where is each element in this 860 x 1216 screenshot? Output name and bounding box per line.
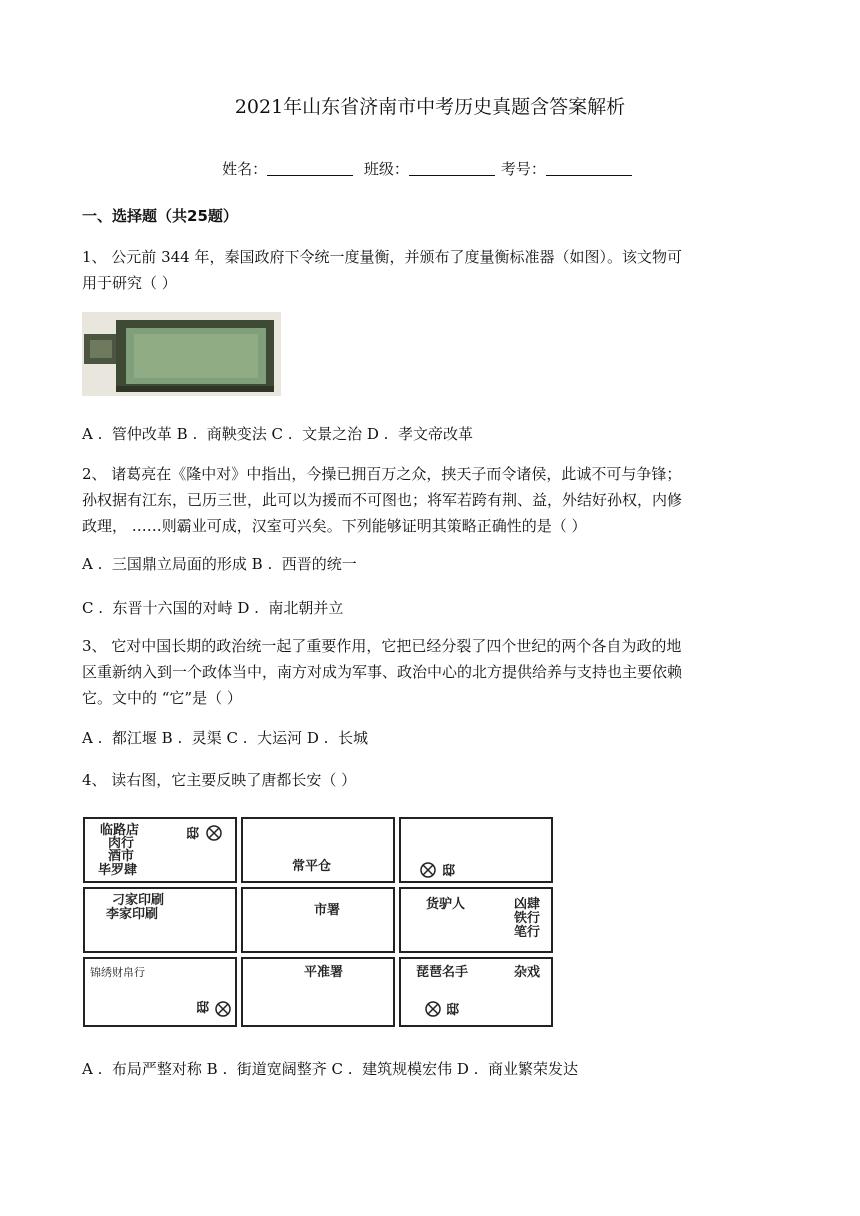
plan-label: 笔行: [514, 925, 541, 940]
plan-label: 凶肆: [514, 897, 541, 912]
inn-symbol-icon: [426, 1002, 440, 1016]
inn-symbol-icon: [207, 826, 221, 840]
plan-label: 酒市: [108, 849, 135, 864]
exam-number-label: 考号：: [500, 160, 546, 178]
plan-label: 货驴人: [426, 897, 466, 912]
question-2-line: 政理， ……则霸业可成，汉室可兴矣。下列能够证明其策略正确性的是（ ）: [82, 517, 587, 535]
plan-label: 邸: [186, 827, 200, 842]
student-info-line: [0, 158, 860, 179]
question-2-line: 孙权据有江东，已历三世，此可以为援而不可图也；将军若跨有荆、益，外结好孙权，内修: [82, 491, 683, 509]
plan-block: [400, 818, 552, 882]
question-2-options-row2: C . 东晋十六国的对峙 D . 南北朝并立: [82, 599, 344, 617]
question-3-text: [82, 633, 782, 711]
question-1-line: 1、 公元前 344 年，秦国政府下令统一度量衡，并颁布了度量衡标准器（如图）。该文物可: [82, 248, 682, 266]
plan-label: 锦绣财帛行: [90, 966, 145, 979]
question-4-text: [82, 767, 782, 793]
question-1-line: 用于研究（ ）: [82, 274, 177, 292]
question-3-line: 它。文中的 “它”是（ ）: [82, 689, 242, 707]
plan-label: 刁家印刷: [112, 893, 165, 908]
bronze-measure-photo: [82, 312, 281, 396]
plan-label: 市署: [314, 903, 341, 918]
plan-label: 李家印刷: [106, 907, 159, 922]
name-label: 姓名：: [222, 160, 268, 178]
question-3-options: A . 都江堰 B . 灵渠 C . 大运河 D . 长城: [82, 729, 368, 747]
inn-symbol-icon: [216, 1002, 230, 1016]
plan-label: 杂戏: [514, 965, 541, 980]
question-1-text: [82, 244, 782, 296]
exam-number-blank[interactable]: [546, 161, 632, 176]
inn-symbol-icon: [421, 863, 435, 877]
question-3-line: 3、 它对中国长期的政治统一起了重要作用，它把已经分裂了四个世纪的两个各自为政的地: [82, 637, 682, 655]
question-2-options-row1: A . 三国鼎立局面的形成 B . 西晋的统一: [82, 555, 357, 573]
plan-label: 肉行: [108, 836, 135, 851]
page-title: 2021年山东省济南市中考历史真题含答案解析: [234, 96, 626, 118]
class-label: 班级：: [363, 160, 409, 178]
question-2-line: 2、 诸葛亮在《隆中对》中指出，今操已拥百万之众，挟天子而令诸侯，此诚不可与争锋；: [82, 465, 682, 483]
plan-label: 平准署: [304, 965, 344, 980]
name-blank[interactable]: [267, 161, 353, 176]
question-4-options: A . 布局严整对称 B . 街道宽阔整齐 C . 建筑规模宏伟 D . 商业繁荣发达: [82, 1060, 578, 1078]
plan-label: 邸: [446, 1003, 460, 1018]
question-3-line: 区重新纳入到一个政体当中，南方对成为军事、政治中心的北方提供给养与支持也主要依赖: [82, 663, 683, 681]
plan-label: 铁行: [514, 911, 541, 926]
section-heading: 一、选择题（共25题）: [82, 207, 238, 225]
class-blank[interactable]: [409, 161, 495, 176]
plan-label: 琵琶名手: [416, 965, 469, 980]
changan-market-plan: [82, 816, 554, 1028]
plan-block: [242, 888, 394, 952]
plan-label: 邸: [442, 864, 456, 879]
question-2-text: [82, 461, 782, 539]
question-4-line: 4、 读右图，它主要反映了唐都长安（ ）: [82, 771, 357, 789]
plan-label: 邸: [196, 1001, 210, 1016]
plan-label: 毕罗肆: [98, 863, 138, 878]
question-1-options: A . 管仲改革 B . 商鞅变法 C . 文景之治 D . 孝文帝改革: [82, 425, 473, 443]
plan-label: 常平仓: [292, 859, 332, 874]
plan-label: 临路店: [100, 823, 140, 838]
